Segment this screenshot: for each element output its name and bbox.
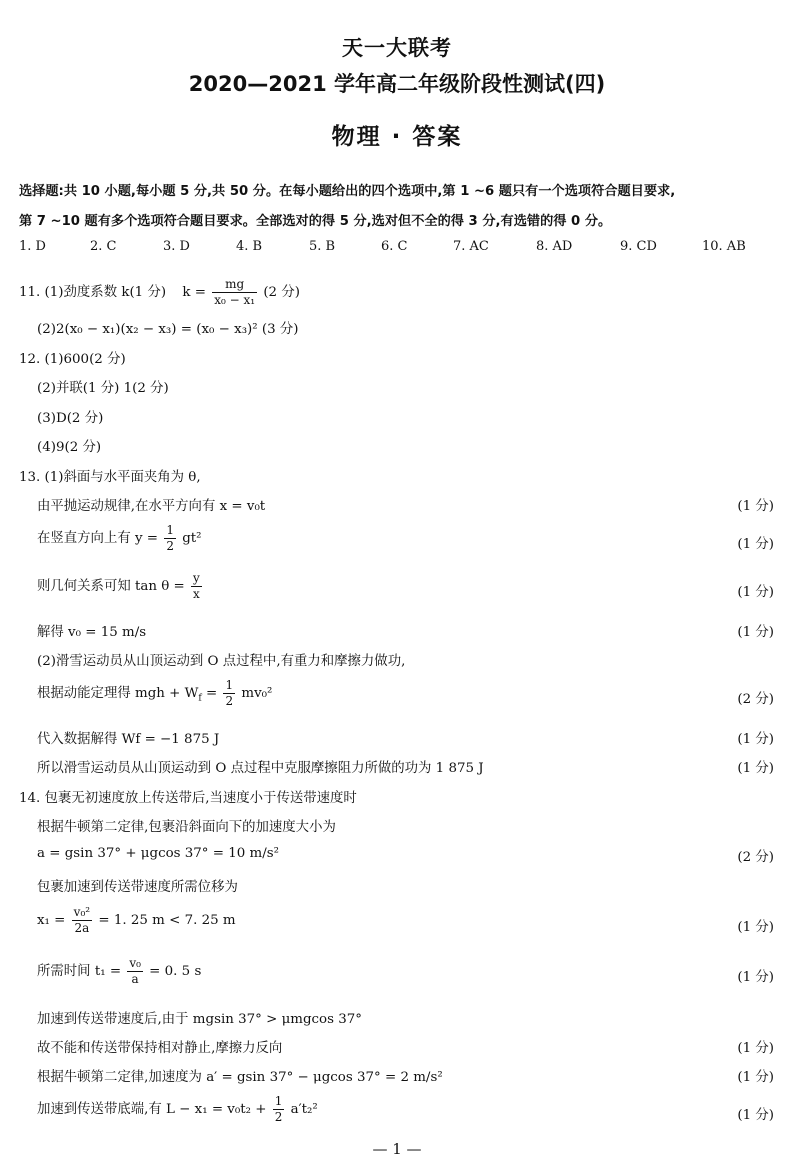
q14-line10-lhs: 加速到传送带底端,有 L − x₁ = v₀t₂ + bbox=[37, 1102, 267, 1117]
q14-line5-tail: = 1. 25 m < 7. 25 m bbox=[98, 913, 236, 928]
q13-score-9: (1 分) bbox=[737, 761, 774, 776]
q11-formula-lhs: k = bbox=[182, 285, 206, 300]
q13-score-2: (1 分) bbox=[737, 499, 774, 514]
choice-answer: 5. B bbox=[309, 239, 336, 254]
q14-line8: 故不能和传送带保持相对静止,摩擦力反向 bbox=[37, 1041, 283, 1056]
fraction-numerator: mg bbox=[212, 277, 257, 293]
q13-line4-text: 则几何关系可知 tan θ = bbox=[37, 579, 185, 594]
q14-line4: 包裹加速到传送带速度所需位移为 bbox=[37, 880, 238, 895]
fraction-denominator: 2a bbox=[74, 921, 90, 935]
q13-line4 bbox=[37, 571, 204, 602]
q14-line1: 14. 包裹无初速度放上传送带后,当速度小于传送带速度时 bbox=[19, 791, 357, 806]
q13-score-3: (1 分) bbox=[737, 537, 774, 552]
q14-line6-fraction bbox=[127, 956, 143, 987]
fraction-denominator: x₀ − x₁ bbox=[214, 293, 256, 307]
fraction-denominator: 2 bbox=[274, 1110, 283, 1124]
q12-line2: (2)并联(1 分) 1(2 分) bbox=[37, 381, 169, 396]
q12-line4: (4)9(2 分) bbox=[37, 440, 102, 455]
q13-line7-tail: mv₀² bbox=[241, 686, 273, 701]
q13-line7-sub: f bbox=[198, 693, 202, 704]
q14-line5 bbox=[37, 905, 236, 936]
choice-answer: 1. D bbox=[19, 239, 46, 254]
q13-line3-tail: gt² bbox=[182, 531, 202, 546]
q14-line3: a = gsin 37° + μgcos 37° = 10 m/s² bbox=[37, 846, 279, 861]
q12-line3: (3)D(2 分) bbox=[37, 411, 104, 426]
fraction-numerator: v₀ bbox=[129, 956, 141, 970]
choice-answer: 4. B bbox=[236, 239, 263, 254]
choice-answer: 9. CD bbox=[620, 239, 657, 254]
q14-score-3: (2 分) bbox=[737, 850, 774, 865]
q12-line1: 12. (1)600(2 分) bbox=[19, 352, 126, 367]
q13-line7 bbox=[37, 678, 272, 709]
q14-line5-lhs: x₁ = bbox=[37, 913, 66, 928]
q13-score-8: (1 分) bbox=[737, 732, 774, 747]
q14-line10 bbox=[37, 1094, 318, 1125]
fraction-numerator: y bbox=[193, 571, 200, 585]
q14-line2: 根据牛顿第二定律,包裹沿斜面向下的加速度大小为 bbox=[37, 820, 336, 835]
q11-line2: (2)2(x₀ − x₁)(x₂ − x₃) = (x₀ − x₃)² (3 分) bbox=[37, 322, 299, 337]
q14-score-6: (1 分) bbox=[737, 970, 774, 985]
q13-line3-text: 在竖直方向上有 y = bbox=[37, 531, 159, 546]
choice-answer: 6. C bbox=[381, 239, 408, 254]
q13-line3-fraction bbox=[164, 523, 176, 554]
q13-line2: 由平抛运动规律,在水平方向有 x = v₀t bbox=[37, 499, 266, 514]
answer-key-title: 物理 · 答案 bbox=[331, 124, 463, 150]
q13-line7-eq: = bbox=[201, 686, 218, 701]
q14-line7: 加速到传送带速度后,由于 mgsin 37° > μmgcos 37° bbox=[37, 1012, 362, 1027]
choice-instructions-line1: 选择题:共 10 小题,每小题 5 分,共 50 分。在每小题给出的四个选项中,第 1 ~6 题只有一个选项符合题目要求, bbox=[19, 184, 676, 199]
choice-answer: 7. AC bbox=[453, 239, 489, 254]
choice-answer: 2. C bbox=[90, 239, 117, 254]
choice-instructions-line2: 第 7 ~10 题有多个选项符合题目要求。全部选对的得 5 分,选对但不全的得 3 分,有选错的得 0 分。 bbox=[19, 214, 612, 229]
q14-line6 bbox=[37, 956, 201, 987]
fraction-numerator: 1 bbox=[166, 523, 174, 537]
exam-name-title: 2020—2021 学年高二年级阶段性测试(四) bbox=[188, 72, 606, 96]
q13-line6: (2)滑雪运动员从山顶运动到 O 点过程中,有重力和摩擦力做功, bbox=[37, 654, 406, 669]
q14-score-10: (1 分) bbox=[737, 1108, 774, 1123]
q14-line6-lhs: 所需时间 t₁ = bbox=[37, 964, 122, 979]
q13-line9: 所以滑雪运动员从山顶运动到 O 点过程中克服摩擦阻力所做的功为 1 875 J bbox=[37, 761, 484, 776]
choice-answer: 3. D bbox=[163, 239, 190, 254]
q13-line7-text: 根据动能定理得 mgh + W bbox=[37, 686, 199, 701]
fraction-numerator: 1 bbox=[225, 678, 234, 692]
q13-line3 bbox=[37, 523, 202, 554]
q13-line8: 代入数据解得 Wf = −1 875 J bbox=[37, 732, 220, 747]
fraction-denominator: 2 bbox=[166, 539, 174, 553]
choice-answer: 10. AB bbox=[702, 239, 746, 254]
q14-line9: 根据牛顿第二定律,加速度为 a′ = gsin 37° − μgcos 37° = 2 m/s² bbox=[37, 1070, 443, 1085]
q13-line5: 解得 v₀ = 15 m/s bbox=[37, 625, 147, 640]
q13-line7-fraction bbox=[223, 678, 235, 709]
q14-line10-fraction bbox=[273, 1094, 285, 1125]
q14-score-8: (1 分) bbox=[737, 1041, 774, 1056]
q14-score-5: (1 分) bbox=[737, 920, 774, 935]
page-number: — 1 — bbox=[372, 1140, 422, 1158]
q13-score-5: (1 分) bbox=[737, 625, 774, 640]
q13-score-4: (1 分) bbox=[737, 585, 774, 600]
q11-line1 bbox=[19, 277, 300, 308]
q14-score-9: (1 分) bbox=[737, 1070, 774, 1085]
fraction-numerator: 1 bbox=[274, 1094, 283, 1108]
q14-line10-tail: a′t₂² bbox=[290, 1102, 318, 1117]
fraction-denominator: x bbox=[193, 587, 200, 601]
fraction-denominator: 2 bbox=[225, 694, 234, 708]
choice-answers-row bbox=[19, 239, 759, 257]
q11-fraction bbox=[212, 277, 257, 308]
fraction-denominator: a bbox=[131, 972, 139, 986]
q14-line6-tail: = 0. 5 s bbox=[149, 964, 202, 979]
q11-part1-text: 11. (1)劲度系数 k(1 分) bbox=[19, 285, 167, 300]
exam-org-title: 天一大联考 bbox=[342, 36, 452, 60]
q13-line1: 13. (1)斜面与水平面夹角为 θ, bbox=[19, 470, 201, 485]
q13-score-7: (2 分) bbox=[737, 692, 774, 707]
q13-line4-fraction bbox=[191, 571, 202, 602]
choice-answer: 8. AD bbox=[536, 239, 573, 254]
fraction-numerator: v₀² bbox=[73, 905, 91, 919]
q11-part1-score: (2 分) bbox=[263, 285, 300, 300]
q14-line5-fraction bbox=[72, 905, 92, 936]
